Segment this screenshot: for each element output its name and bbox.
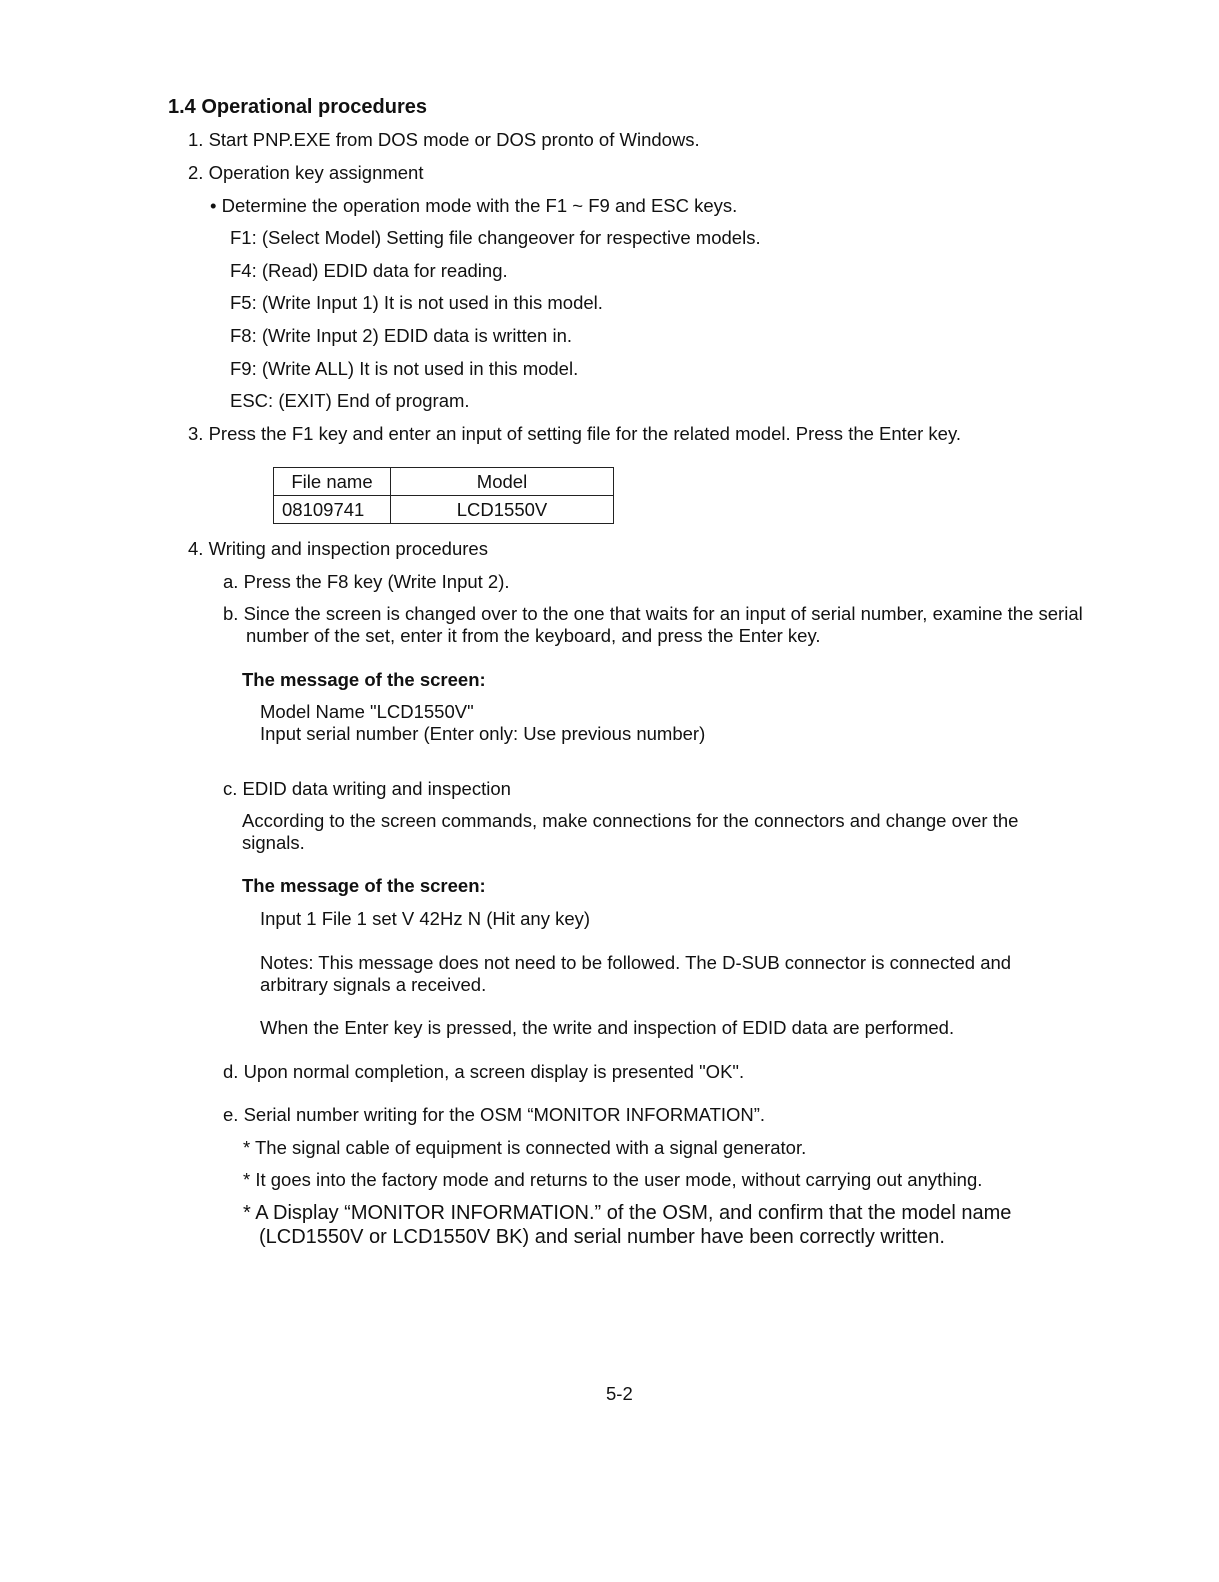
section-title: 1.4 Operational procedures — [168, 96, 427, 118]
sub-d: d. Upon normal completion, a screen display is presented "OK". — [223, 1061, 745, 1082]
message-line: Input 1 File 1 set V 42Hz N (Hit any key) — [260, 908, 591, 929]
message-heading: The message of the screen: — [242, 875, 486, 896]
step-2: 2. Operation key assignment — [188, 162, 424, 183]
e-note-3-line1: * A Display “MONITOR INFORMATION.” of the OSM, and confirm that the model name — [243, 1202, 1012, 1224]
file-table — [273, 467, 614, 524]
e-note-2: * It goes into the factory mode and returns to the user mode, without carrying out anything. — [243, 1169, 983, 1190]
key-esc: ESC: (EXIT) End of program. — [230, 390, 470, 411]
e-note-3-line2: (LCD1550V or LCD1550V BK) and serial number have been correctly written. — [259, 1226, 945, 1248]
e-note-1: * The signal cable of equipment is connected with a signal generator. — [243, 1137, 807, 1158]
sub-c-text-line1: According to the screen commands, make connections for the connectors and change over the — [242, 810, 1019, 831]
notes-line1: Notes: This message does not need to be followed. The D-SUB connector is connected and — [260, 952, 1012, 973]
header-model: Model — [391, 468, 614, 496]
header-file-name: File name — [274, 468, 391, 496]
message-line: Model Name "LCD1550V" — [260, 701, 474, 722]
step-2-bullet: • Determine the operation mode with the F1 ~ F9 and ESC keys. — [210, 195, 738, 216]
page-number: 5-2 — [606, 1383, 633, 1404]
key-f5: F5: (Write Input 1) It is not used in this model. — [230, 292, 603, 313]
sub-e: e. Serial number writing for the OSM “MONITOR INFORMATION”. — [223, 1104, 766, 1125]
sub-b-line2: number of the set, enter it from the keyboard, and press the Enter key. — [246, 625, 821, 646]
table-header-row — [274, 468, 614, 496]
message-heading: The message of the screen: — [242, 669, 486, 690]
key-f8: F8: (Write Input 2) EDID data is written in. — [230, 325, 573, 346]
sub-a: a. Press the F8 key (Write Input 2). — [223, 571, 510, 592]
table-row — [274, 496, 614, 524]
sub-c-text-line2: signals. — [242, 832, 305, 853]
cell-model: LCD1550V — [391, 496, 614, 524]
key-f4: F4: (Read) EDID data for reading. — [230, 260, 508, 281]
message-line: Input serial number (Enter only: Use previous number) — [260, 723, 706, 744]
notes-line2: arbitrary signals a received. — [260, 974, 487, 995]
step-1: 1. Start PNP.EXE from DOS mode or DOS pronto of Windows. — [188, 129, 700, 150]
enter-note: When the Enter key is pressed, the write and inspection of EDID data are performed. — [260, 1017, 955, 1038]
cell-file-name: 08109741 — [274, 496, 391, 524]
sub-c: c. EDID data writing and inspection — [223, 778, 511, 799]
key-f1: F1: (Select Model) Setting file changeover for respective models. — [230, 227, 761, 248]
sub-b-line1: b. Since the screen is changed over to the one that waits for an input of serial number, examine the serial — [223, 603, 1083, 624]
key-f9: F9: (Write ALL) It is not used in this model. — [230, 358, 579, 379]
step-4: 4. Writing and inspection procedures — [188, 538, 488, 559]
step-3: 3. Press the F1 key and enter an input of setting file for the related model. Press the Enter key. — [188, 423, 961, 444]
